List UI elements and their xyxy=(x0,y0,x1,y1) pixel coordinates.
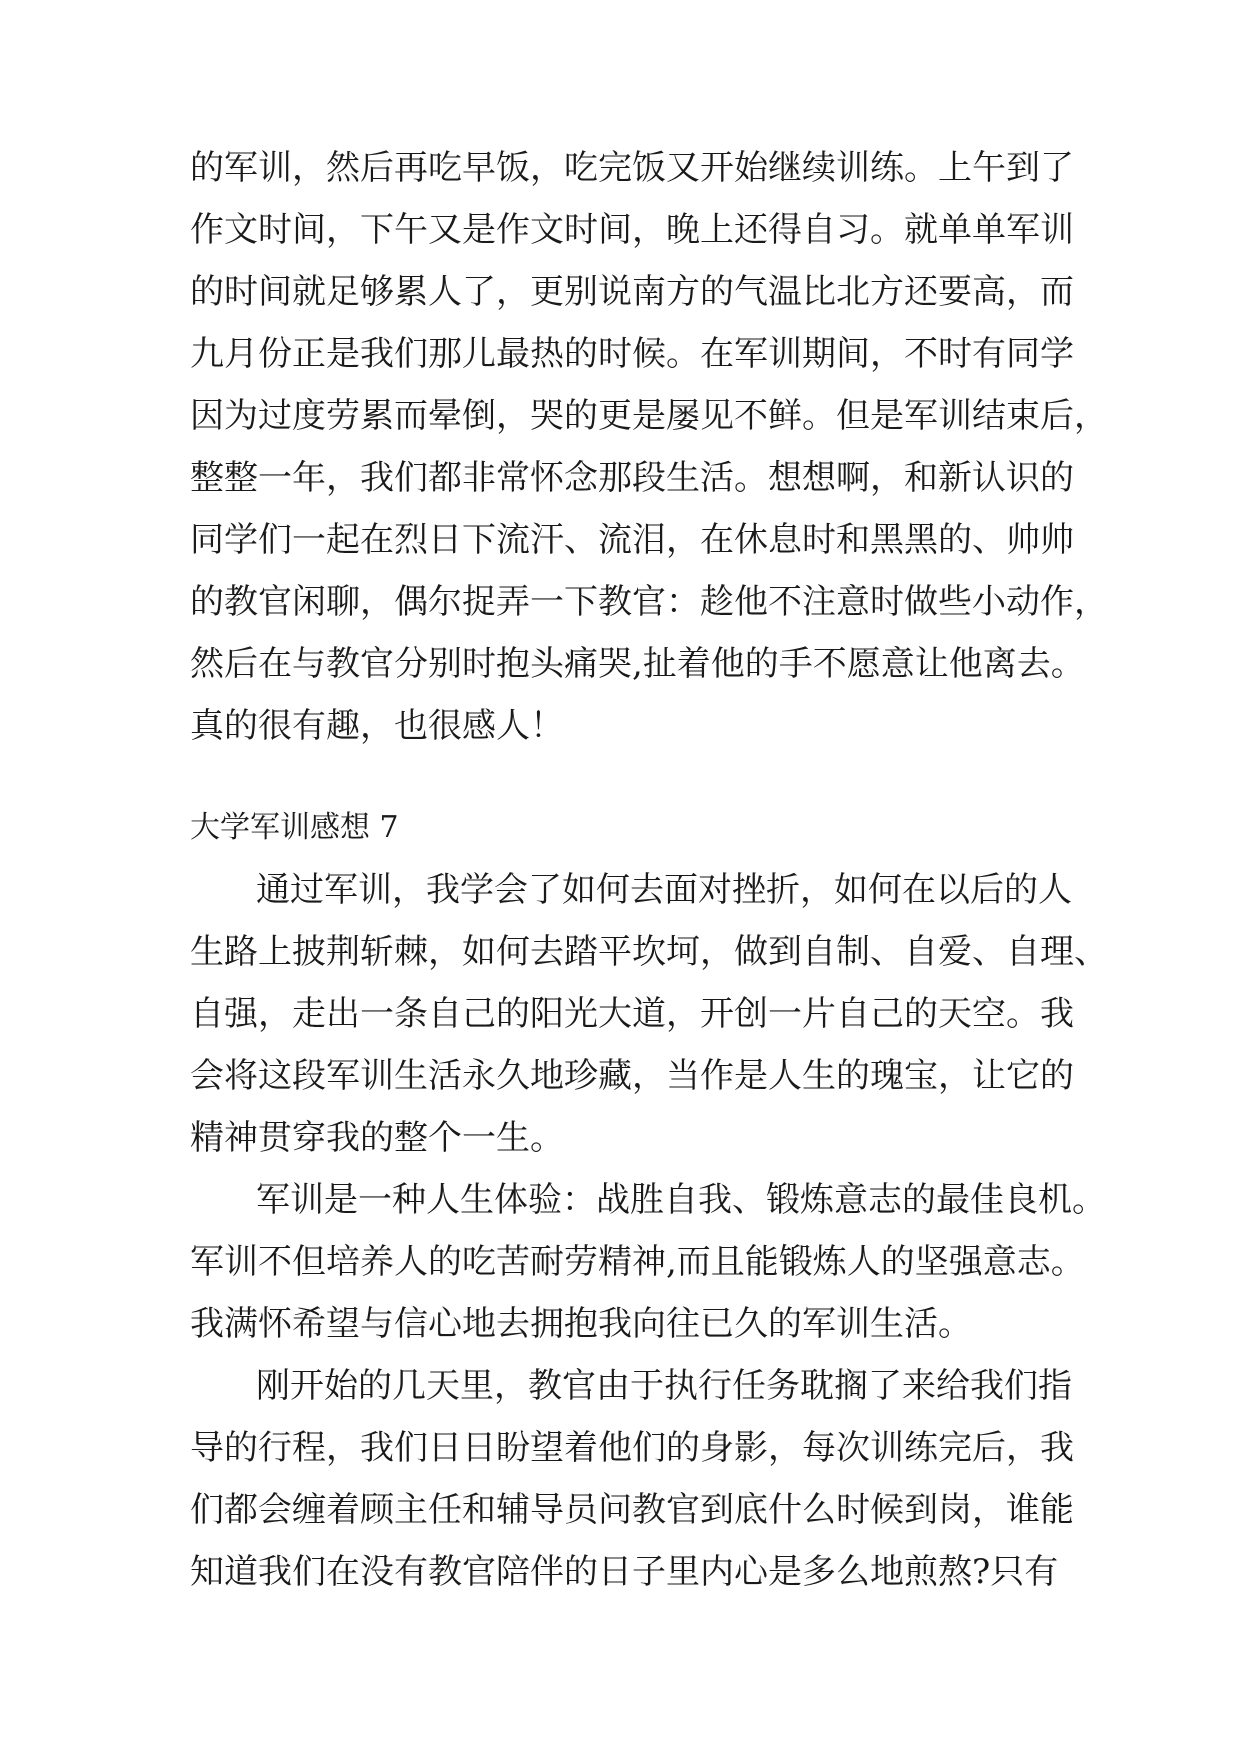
text-line: 的时间就足够累人了，更别说南方的气温比北方还要高，而 xyxy=(190,272,1074,312)
text-line: 真的很有趣，也很感人！ xyxy=(190,706,564,746)
section-heading: 大学军训感想 7 xyxy=(190,810,399,845)
text-line: 刚开始的几天里，教官由于执行任务耽搁了来给我们指 xyxy=(256,1366,1072,1406)
text-line: 的军训，然后再吃早饭，吃完饭又开始继续训练。上午到了 xyxy=(190,148,1074,188)
text-line: 同学们一起在烈日下流汗、流泪，在休息时和黑黑的、帅帅 xyxy=(190,520,1074,560)
text-line: 生路上披荆斩棘，如何去踏平坎坷，做到自制、自爱、自理、 xyxy=(190,932,1108,972)
text-line: 作文时间，下午又是作文时间，晚上还得自习。就单单军训 xyxy=(190,210,1074,250)
text-line: 会将这段军训生活永久地珍藏，当作是人生的瑰宝，让它的 xyxy=(190,1056,1074,1096)
text-line: 我满怀希望与信心地去拥抱我向往已久的军训生活。 xyxy=(190,1304,972,1344)
text-line: 自强，走出一条自己的阳光大道，开创一片自己的天空。我 xyxy=(190,994,1074,1034)
text-line: 们都会缠着顾主任和辅导员问教官到底什么时候到岗，谁能 xyxy=(190,1490,1074,1530)
text-line: 军训是一种人生体验：战胜自我、锻炼意志的最佳良机。 xyxy=(256,1180,1106,1220)
text-line: 导的行程，我们日日盼望着他们的身影，每次训练完后，我 xyxy=(190,1428,1074,1468)
text-line: 军训不但培养人的吃苦耐劳精神,而且能锻炼人的坚强意志。 xyxy=(190,1242,1085,1282)
text-line: 的教官闲聊，偶尔捉弄一下教官：趁他不注意时做些小动作， xyxy=(190,582,1108,622)
text-line: 精神贯穿我的整个一生。 xyxy=(190,1118,564,1158)
text-line: 通过军训，我学会了如何去面对挫折，如何在以后的人 xyxy=(256,870,1072,910)
text-line: 因为过度劳累而晕倒，哭的更是屡见不鲜。但是军训结束后， xyxy=(190,396,1108,436)
text-line: 知道我们在没有教官陪伴的日子里内心是多么地煎熬?只有 xyxy=(190,1552,1059,1592)
text-line: 然后在与教官分别时抱头痛哭,扯着他的手不愿意让他离去。 xyxy=(190,644,1085,684)
text-line: 整整一年，我们都非常怀念那段生活。想想啊，和新认识的 xyxy=(190,458,1074,498)
text-line: 九月份正是我们那儿最热的时候。在军训期间，不时有同学 xyxy=(190,334,1074,374)
